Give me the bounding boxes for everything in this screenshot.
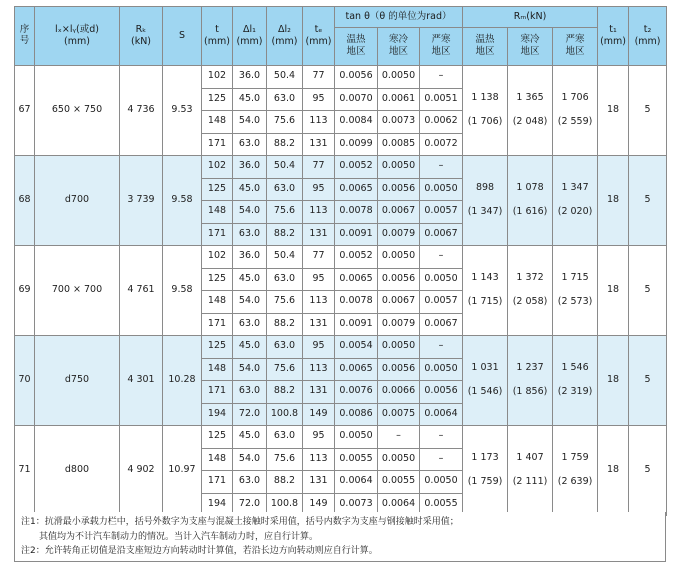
- header-rm-severe: 严寒 地区: [553, 28, 598, 66]
- size-cell: 700 × 700: [35, 246, 120, 336]
- te-cell: 113: [303, 448, 335, 471]
- tan-cold-cell: 0.0050: [378, 448, 420, 471]
- seq-cell: 69: [15, 246, 35, 336]
- delta-l1-cell: 45.0: [233, 336, 267, 359]
- tan-warm-cell: 0.0099: [335, 133, 378, 156]
- tan-severe-cell: –: [420, 426, 463, 449]
- tan-cold-cell: 0.0061: [378, 88, 420, 111]
- tan-cold-cell: 0.0079: [378, 223, 420, 246]
- tan-severe-cell: 0.0064: [420, 403, 463, 426]
- tan-cold-cell: 0.0067: [378, 291, 420, 314]
- header-size: lₓ×lᵧ(或d) (mm): [35, 7, 120, 66]
- size-cell: d700: [35, 156, 120, 246]
- te-cell: 95: [303, 268, 335, 291]
- rm-cold-steel-value: (2 058): [512, 296, 548, 307]
- delta-l1-cell: 45.0: [233, 426, 267, 449]
- s-cell: 9.58: [163, 156, 202, 246]
- delta-l2-cell: 75.6: [267, 291, 303, 314]
- te-cell: 77: [303, 246, 335, 269]
- delta-l1-cell: 54.0: [233, 111, 267, 134]
- te-cell: 77: [303, 66, 335, 89]
- te-cell: 131: [303, 313, 335, 336]
- te-cell: 113: [303, 358, 335, 381]
- header-rm-cold: 寒冷 地区: [508, 28, 553, 66]
- s-cell: 9.58: [163, 246, 202, 336]
- rm-cold-cell: [508, 156, 553, 246]
- rm-cold-steel-value: (2 048): [512, 116, 548, 127]
- t1-cell: 18: [598, 66, 629, 156]
- header-rm-group: Rₘ(kN): [463, 7, 598, 28]
- tan-warm-cell: 0.0091: [335, 223, 378, 246]
- delta-l1-cell: 63.0: [233, 471, 267, 494]
- tan-warm-cell: 0.0055: [335, 448, 378, 471]
- t-cell: 148: [202, 201, 233, 224]
- tan-warm-cell: 0.0065: [335, 268, 378, 291]
- rm-warm-value: 898: [475, 182, 495, 194]
- tan-warm-cell: 0.0052: [335, 156, 378, 179]
- rm-severe-steel-value: (2 639): [557, 476, 593, 487]
- delta-l1-cell: 36.0: [233, 66, 267, 89]
- table-row: [15, 156, 667, 179]
- rm-warm-steel-value: (1 759): [467, 476, 503, 487]
- tan-warm-cell: 0.0050: [335, 426, 378, 449]
- table-row: [15, 66, 667, 89]
- tan-cold-cell: 0.0050: [378, 156, 420, 179]
- rm-severe-cell: [553, 156, 598, 246]
- t1-cell: 18: [598, 336, 629, 426]
- seq-cell: 70: [15, 336, 35, 426]
- rm-severe-value: 1 715: [561, 272, 589, 284]
- te-cell: 131: [303, 133, 335, 156]
- rm-warm-cell: [463, 426, 508, 516]
- rm-cold-value: 1 078: [516, 182, 544, 194]
- s-cell: 9.53: [163, 66, 202, 156]
- delta-l2-cell: 100.8: [267, 493, 303, 516]
- seq-cell: 71: [15, 426, 35, 516]
- rm-severe-steel-value: (2 020): [557, 206, 593, 217]
- rm-warm-value: 1 173: [471, 452, 499, 464]
- rm-severe-value: 1 706: [561, 92, 589, 104]
- rm-warm-steel-value: (1 546): [467, 386, 503, 397]
- delta-l1-cell: 54.0: [233, 201, 267, 224]
- rm-warm-steel-value: (1 715): [467, 296, 503, 307]
- t-cell: 102: [202, 246, 233, 269]
- rm-warm-steel-value: (1 706): [467, 116, 503, 127]
- tan-cold-cell: 0.0050: [378, 66, 420, 89]
- delta-l1-cell: 45.0: [233, 268, 267, 291]
- tan-severe-cell: –: [420, 448, 463, 471]
- delta-l2-cell: 50.4: [267, 66, 303, 89]
- delta-l1-cell: 45.0: [233, 88, 267, 111]
- tan-severe-cell: 0.0062: [420, 111, 463, 134]
- tan-cold-cell: 0.0067: [378, 201, 420, 224]
- header-t2: t₂ (mm): [629, 7, 667, 66]
- rm-cold-steel-value: (2 111): [512, 476, 548, 487]
- t-cell: 194: [202, 493, 233, 516]
- rm-cold-value: 1 237: [516, 362, 544, 374]
- t-cell: 148: [202, 448, 233, 471]
- s-cell: 10.28: [163, 336, 202, 426]
- tan-cold-cell: 0.0055: [378, 471, 420, 494]
- t-cell: 125: [202, 426, 233, 449]
- tan-cold-cell: 0.0056: [378, 268, 420, 291]
- delta-l1-cell: 36.0: [233, 156, 267, 179]
- table-row: [15, 426, 667, 449]
- header-s: S: [163, 7, 202, 66]
- s-cell: 10.97: [163, 426, 202, 516]
- delta-l1-cell: 63.0: [233, 223, 267, 246]
- delta-l2-cell: 75.6: [267, 448, 303, 471]
- note-2: 注2：允许转角正切值是沿支座短边方向转动时计算值，若沿长边方向转动则应自行计算。: [21, 546, 378, 556]
- delta-l1-cell: 72.0: [233, 403, 267, 426]
- t-cell: 102: [202, 66, 233, 89]
- te-cell: 113: [303, 291, 335, 314]
- te-cell: 95: [303, 178, 335, 201]
- te-cell: 95: [303, 426, 335, 449]
- t2-cell: 5: [629, 336, 667, 426]
- delta-l1-cell: 54.0: [233, 291, 267, 314]
- tan-cold-cell: 0.0085: [378, 133, 420, 156]
- delta-l1-cell: 63.0: [233, 313, 267, 336]
- rm-severe-cell: [553, 66, 598, 156]
- tan-warm-cell: 0.0078: [335, 201, 378, 224]
- tan-severe-cell: 0.0067: [420, 313, 463, 336]
- rk-cell: 4 736: [120, 66, 163, 156]
- tan-severe-cell: 0.0057: [420, 291, 463, 314]
- te-cell: 131: [303, 381, 335, 404]
- t-cell: 194: [202, 403, 233, 426]
- rk-cell: 4 761: [120, 246, 163, 336]
- rm-warm-cell: [463, 156, 508, 246]
- table-body: [15, 66, 667, 516]
- tan-warm-cell: 0.0064: [335, 471, 378, 494]
- rm-severe-value: 1 347: [561, 182, 589, 194]
- delta-l2-cell: 75.6: [267, 358, 303, 381]
- tan-warm-cell: 0.0065: [335, 358, 378, 381]
- tan-warm-cell: 0.0078: [335, 291, 378, 314]
- header-t1: t₁ (mm): [598, 7, 629, 66]
- rm-severe-value: 1 546: [561, 362, 589, 374]
- tan-severe-cell: 0.0050: [420, 358, 463, 381]
- t2-cell: 5: [629, 246, 667, 336]
- tan-warm-cell: 0.0086: [335, 403, 378, 426]
- rm-severe-steel-value: (2 573): [557, 296, 593, 307]
- delta-l2-cell: 88.2: [267, 223, 303, 246]
- tan-warm-cell: 0.0054: [335, 336, 378, 359]
- t-cell: 125: [202, 88, 233, 111]
- tan-severe-cell: 0.0055: [420, 493, 463, 516]
- delta-l2-cell: 75.6: [267, 201, 303, 224]
- te-cell: 113: [303, 111, 335, 134]
- rm-warm-value: 1 138: [471, 92, 499, 104]
- header-t: t (mm): [202, 7, 233, 66]
- delta-l2-cell: 100.8: [267, 403, 303, 426]
- tan-warm-cell: 0.0073: [335, 493, 378, 516]
- header-seq: 序号: [15, 7, 35, 66]
- tan-severe-cell: 0.0050: [420, 178, 463, 201]
- rm-warm-value: 1 031: [471, 362, 499, 374]
- rm-cold-steel-value: (1 856): [512, 386, 548, 397]
- size-cell: d800: [35, 426, 120, 516]
- tan-severe-cell: 0.0051: [420, 88, 463, 111]
- t1-cell: 18: [598, 156, 629, 246]
- delta-l2-cell: 50.4: [267, 156, 303, 179]
- tan-cold-cell: 0.0073: [378, 111, 420, 134]
- t-cell: 171: [202, 381, 233, 404]
- t-cell: 171: [202, 223, 233, 246]
- t-cell: 148: [202, 111, 233, 134]
- tan-severe-cell: 0.0057: [420, 201, 463, 224]
- rm-warm-cell: [463, 246, 508, 336]
- t1-cell: 18: [598, 246, 629, 336]
- rm-cold-cell: [508, 426, 553, 516]
- rm-severe-value: 1 759: [561, 452, 589, 464]
- tan-warm-cell: 0.0052: [335, 246, 378, 269]
- tan-severe-cell: 0.0072: [420, 133, 463, 156]
- rm-severe-steel-value: (2 559): [557, 116, 593, 127]
- tan-severe-cell: –: [420, 336, 463, 359]
- rm-warm-value: 1 143: [471, 272, 499, 284]
- te-cell: 131: [303, 223, 335, 246]
- rm-severe-cell: [553, 246, 598, 336]
- tan-warm-cell: 0.0065: [335, 178, 378, 201]
- te-cell: 131: [303, 471, 335, 494]
- header-delta-l1: Δl₁ (mm): [233, 7, 267, 66]
- seq-cell: 68: [15, 156, 35, 246]
- t-cell: 148: [202, 291, 233, 314]
- t2-cell: 5: [629, 156, 667, 246]
- tan-severe-cell: –: [420, 246, 463, 269]
- delta-l2-cell: 88.2: [267, 471, 303, 494]
- rm-warm-cell: [463, 336, 508, 426]
- tan-cold-cell: –: [378, 426, 420, 449]
- delta-l2-cell: 63.0: [267, 88, 303, 111]
- rm-warm-cell: [463, 66, 508, 156]
- delta-l2-cell: 88.2: [267, 381, 303, 404]
- tan-warm-cell: 0.0091: [335, 313, 378, 336]
- rk-cell: 4 301: [120, 336, 163, 426]
- note-1-continued: 其值均为不计汽车制动力的情况。当计入汽车制动力时，应自行计算。: [39, 531, 319, 542]
- header-tan-cold: 寒冷 地区: [378, 28, 420, 66]
- tan-severe-cell: 0.0056: [420, 381, 463, 404]
- delta-l2-cell: 75.6: [267, 111, 303, 134]
- t-cell: 171: [202, 133, 233, 156]
- size-cell: 650 × 750: [35, 66, 120, 156]
- rk-cell: 4 902: [120, 426, 163, 516]
- header-tan-warm: 温热 地区: [335, 28, 378, 66]
- tan-cold-cell: 0.0075: [378, 403, 420, 426]
- rm-cold-value: 1 372: [516, 272, 544, 284]
- te-cell: 95: [303, 336, 335, 359]
- tan-severe-cell: 0.0050: [420, 268, 463, 291]
- size-cell: d750: [35, 336, 120, 426]
- tan-severe-cell: –: [420, 156, 463, 179]
- te-cell: 95: [303, 88, 335, 111]
- rm-cold-value: 1 365: [516, 92, 544, 104]
- delta-l1-cell: 54.0: [233, 448, 267, 471]
- rm-severe-steel-value: (2 319): [557, 386, 593, 397]
- delta-l1-cell: 54.0: [233, 358, 267, 381]
- tan-severe-cell: –: [420, 66, 463, 89]
- delta-l2-cell: 50.4: [267, 246, 303, 269]
- table-row: [15, 336, 667, 359]
- rm-severe-cell: [553, 426, 598, 516]
- delta-l1-cell: 72.0: [233, 493, 267, 516]
- delta-l1-cell: 63.0: [233, 133, 267, 156]
- tan-warm-cell: 0.0076: [335, 381, 378, 404]
- t-cell: 171: [202, 471, 233, 494]
- rm-cold-cell: [508, 336, 553, 426]
- header-tan-severe: 严寒 地区: [420, 28, 463, 66]
- seq-cell: 67: [15, 66, 35, 156]
- table-row: [15, 246, 667, 269]
- tan-cold-cell: 0.0079: [378, 313, 420, 336]
- t2-cell: 5: [629, 426, 667, 516]
- tan-cold-cell: 0.0050: [378, 246, 420, 269]
- te-cell: 149: [303, 493, 335, 516]
- rm-severe-cell: [553, 336, 598, 426]
- header-te: tₑ (mm): [303, 7, 335, 66]
- t1-cell: 18: [598, 426, 629, 516]
- table-header: [15, 7, 667, 66]
- bearing-spec-table: [14, 6, 667, 516]
- te-cell: 149: [303, 403, 335, 426]
- rm-cold-cell: [508, 66, 553, 156]
- tan-warm-cell: 0.0056: [335, 66, 378, 89]
- tan-cold-cell: 0.0056: [378, 178, 420, 201]
- t-cell: 125: [202, 268, 233, 291]
- t2-cell: 5: [629, 66, 667, 156]
- delta-l2-cell: 63.0: [267, 336, 303, 359]
- rm-warm-steel-value: (1 347): [467, 206, 503, 217]
- te-cell: 113: [303, 201, 335, 224]
- rm-cold-steel-value: (1 616): [512, 206, 548, 217]
- tan-severe-cell: 0.0050: [420, 471, 463, 494]
- delta-l1-cell: 45.0: [233, 178, 267, 201]
- t-cell: 102: [202, 156, 233, 179]
- t-cell: 148: [202, 358, 233, 381]
- t-cell: 171: [202, 313, 233, 336]
- tan-cold-cell: 0.0050: [378, 336, 420, 359]
- tan-warm-cell: 0.0084: [335, 111, 378, 134]
- delta-l2-cell: 63.0: [267, 178, 303, 201]
- rk-cell: 3 739: [120, 156, 163, 246]
- tan-cold-cell: 0.0056: [378, 358, 420, 381]
- header-rm-warm: 温热 地区: [463, 28, 508, 66]
- table-notes: [14, 512, 666, 562]
- tan-severe-cell: 0.0067: [420, 223, 463, 246]
- header-delta-l2: Δl₂ (mm): [267, 7, 303, 66]
- header-rk: Rₖ (kN): [120, 7, 163, 66]
- delta-l1-cell: 63.0: [233, 381, 267, 404]
- tan-cold-cell: 0.0064: [378, 493, 420, 516]
- delta-l2-cell: 88.2: [267, 313, 303, 336]
- t-cell: 125: [202, 336, 233, 359]
- te-cell: 77: [303, 156, 335, 179]
- rm-cold-value: 1 407: [516, 452, 544, 464]
- header-tan-group: tan θ（θ 的单位为rad）: [335, 7, 463, 28]
- t-cell: 125: [202, 178, 233, 201]
- note-1: 注1：抗滑最小承载力栏中，括号外数字为支座与混凝土接触时采用值，括号内数字为支座与钢接触时采用值；: [21, 517, 459, 527]
- tan-cold-cell: 0.0066: [378, 381, 420, 404]
- delta-l2-cell: 63.0: [267, 268, 303, 291]
- rm-cold-cell: [508, 246, 553, 336]
- delta-l1-cell: 36.0: [233, 246, 267, 269]
- delta-l2-cell: 88.2: [267, 133, 303, 156]
- delta-l2-cell: 63.0: [267, 426, 303, 449]
- tan-warm-cell: 0.0070: [335, 88, 378, 111]
